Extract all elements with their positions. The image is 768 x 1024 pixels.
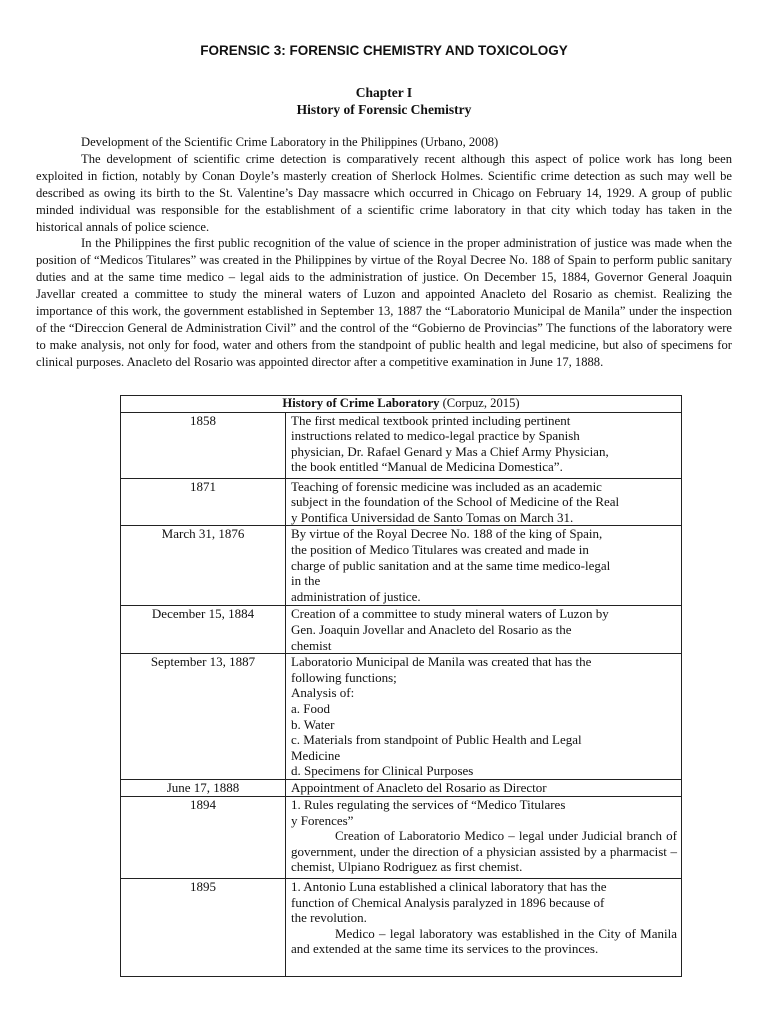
description-line: y Pontifica Universidad de Santo Tomas on March 31. xyxy=(291,509,574,525)
row-year: September 13, 1887 xyxy=(121,654,286,780)
description-line: subject in the foundation of the School of Medicine of the Real xyxy=(291,494,620,510)
intro-paragraph-2: In the Philippines the first public recognition of the value of science in the proper administration of justice was made when the position of “Medicos Titulares” was created in the Philippines by virtue of the Royal Decree No. 188 of Spain to perform public sanitary duties and at the same time medico – legal aids to the administration of justice. On December 15, 1884, Governor General Joaquin Javellar created a committee to study the mineral waters of Luzon and appointed Anacleto del Rosario as chemist. Realizing the importance of this work, the government established in September 13, 1887 the “Laboratorio Municipal de Manila” under the inspection of the “Direccion General de Administration Civil” and the control of the “Gobierno de Provincias” The functions of the laboratory were to make analysis, not only for food, water and others from the standpoint of public health and legal medicine, but also of specimens for clinical purposes. Anacleto del Rosario was appointed director after a competitive examination in June 17, 1888. xyxy=(36,236,732,369)
row-description xyxy=(286,878,682,976)
description-line: y Forences” xyxy=(291,812,354,828)
description-line: Teaching of forensic medicine was included as an academic xyxy=(291,478,602,494)
table-row xyxy=(121,478,682,526)
table-row xyxy=(121,779,682,796)
table-row xyxy=(121,654,682,780)
table-row xyxy=(121,606,682,654)
row-year: June 17, 1888 xyxy=(121,779,286,796)
row-description xyxy=(286,796,682,878)
intro-paragraph-1: The development of scientific crime detection is comparatively recent although this aspect of police work has long been exploited in fiction, notably by Conan Doyle’s masterly creation of Sherlock Holmes. Scientific crime detection as such may well be described as owing its birth to the St. Valentine’s Day massacre which occurred in Chicago on February 14, 1929. A group of public minded individual was responsible for the establishment of a scientific crime laboratory in that city which today has taken in the historical annals of police science. xyxy=(36,151,732,234)
intro-heading: Development of the Scientific Crime Laboratory in the Philippines (Urbano, 2008) xyxy=(81,135,499,149)
row-year: 1858 xyxy=(121,412,286,478)
row-year: 1871 xyxy=(121,478,286,526)
row-year: 1894 xyxy=(121,796,286,878)
row-description xyxy=(286,606,682,654)
description-paragraph: Creation of Laboratorio Medico – legal under Judicial branch of government, under the direction of a physician assisted by a pharmacist – chemist, Ulpiano Rodriguez as first chemist. xyxy=(291,828,677,875)
description-line: the revolution. xyxy=(291,910,367,926)
description-line: By virtue of the Royal Decree No. 188 of the king of Spain, xyxy=(291,526,603,542)
description-line: Medicine xyxy=(291,747,341,763)
row-year: December 15, 1884 xyxy=(121,606,286,654)
description-line: b. Water xyxy=(291,716,335,732)
table-row xyxy=(121,412,682,478)
table-title xyxy=(121,396,682,413)
table-row xyxy=(121,796,682,878)
description-line: physician, Dr. Rafael Genard y Mas a Chief Army Physician, xyxy=(291,443,609,459)
table-row xyxy=(121,878,682,976)
row-description xyxy=(286,412,682,478)
description-paragraph: Medico – legal laboratory was established in the City of Manila and extended at the same time its services to the provinces. xyxy=(291,925,677,957)
row-description xyxy=(286,526,682,606)
row-description xyxy=(286,478,682,526)
crime-lab-history-table xyxy=(120,395,682,977)
table-body xyxy=(121,412,682,976)
description-line: charge of public sanitation and at the same time medico-legal xyxy=(291,557,611,573)
description-line: instructions related to medico-legal practice by Spanish xyxy=(291,428,580,444)
description-line: the book entitled “Manual de Medicina Domestica”. xyxy=(291,459,563,475)
description-line: d. Specimens for Clinical Purposes xyxy=(291,763,474,779)
description-line: c. Materials from standpoint of Public Health and Legal xyxy=(291,732,582,748)
description-line: The first medical textbook printed including pertinent xyxy=(291,412,571,428)
description-line: Analysis of: xyxy=(291,685,355,701)
intro-section xyxy=(36,134,732,371)
description-line: following functions; xyxy=(291,669,397,685)
description-line: function of Chemical Analysis paralyzed in 1896 because of xyxy=(291,894,605,910)
description-line: a. Food xyxy=(291,700,330,716)
chapter-heading xyxy=(0,84,768,118)
description-line: Appointment of Anacleto del Rosario as Director xyxy=(291,779,547,795)
description-line: the position of Medico Titulares was created and made in xyxy=(291,541,589,557)
row-year: 1895 xyxy=(121,878,286,976)
table-title-bold: History of Crime Laboratory xyxy=(282,396,440,410)
course-title: FORENSIC 3: FORENSIC CHEMISTRY AND TOXICOLOGY xyxy=(200,43,568,58)
description-line: Creation of a committee to study mineral waters of Luzon by xyxy=(291,606,609,622)
description-line: in the xyxy=(291,573,321,589)
chapter-title: History of Forensic Chemistry xyxy=(296,102,472,117)
description-line: 1. Antonio Luna established a clinical laboratory that has the xyxy=(291,878,607,894)
row-year: March 31, 1876 xyxy=(121,526,286,606)
description-line: 1. Rules regulating the services of “Medico Titulares xyxy=(291,796,566,812)
row-description xyxy=(286,654,682,780)
table-header-row xyxy=(121,396,682,413)
chapter-number: Chapter I xyxy=(355,85,413,100)
table-row xyxy=(121,526,682,606)
description-line: Laboratorio Municipal de Manila was created that has the xyxy=(291,654,592,670)
description-line: administration of justice. xyxy=(291,588,421,604)
table-title-citation: (Corpuz, 2015) xyxy=(439,396,520,410)
description-line: Gen. Joaquin Jovellar and Anacleto del Rosario as the xyxy=(291,621,572,637)
row-description xyxy=(286,779,682,796)
description-line: chemist xyxy=(291,637,332,653)
